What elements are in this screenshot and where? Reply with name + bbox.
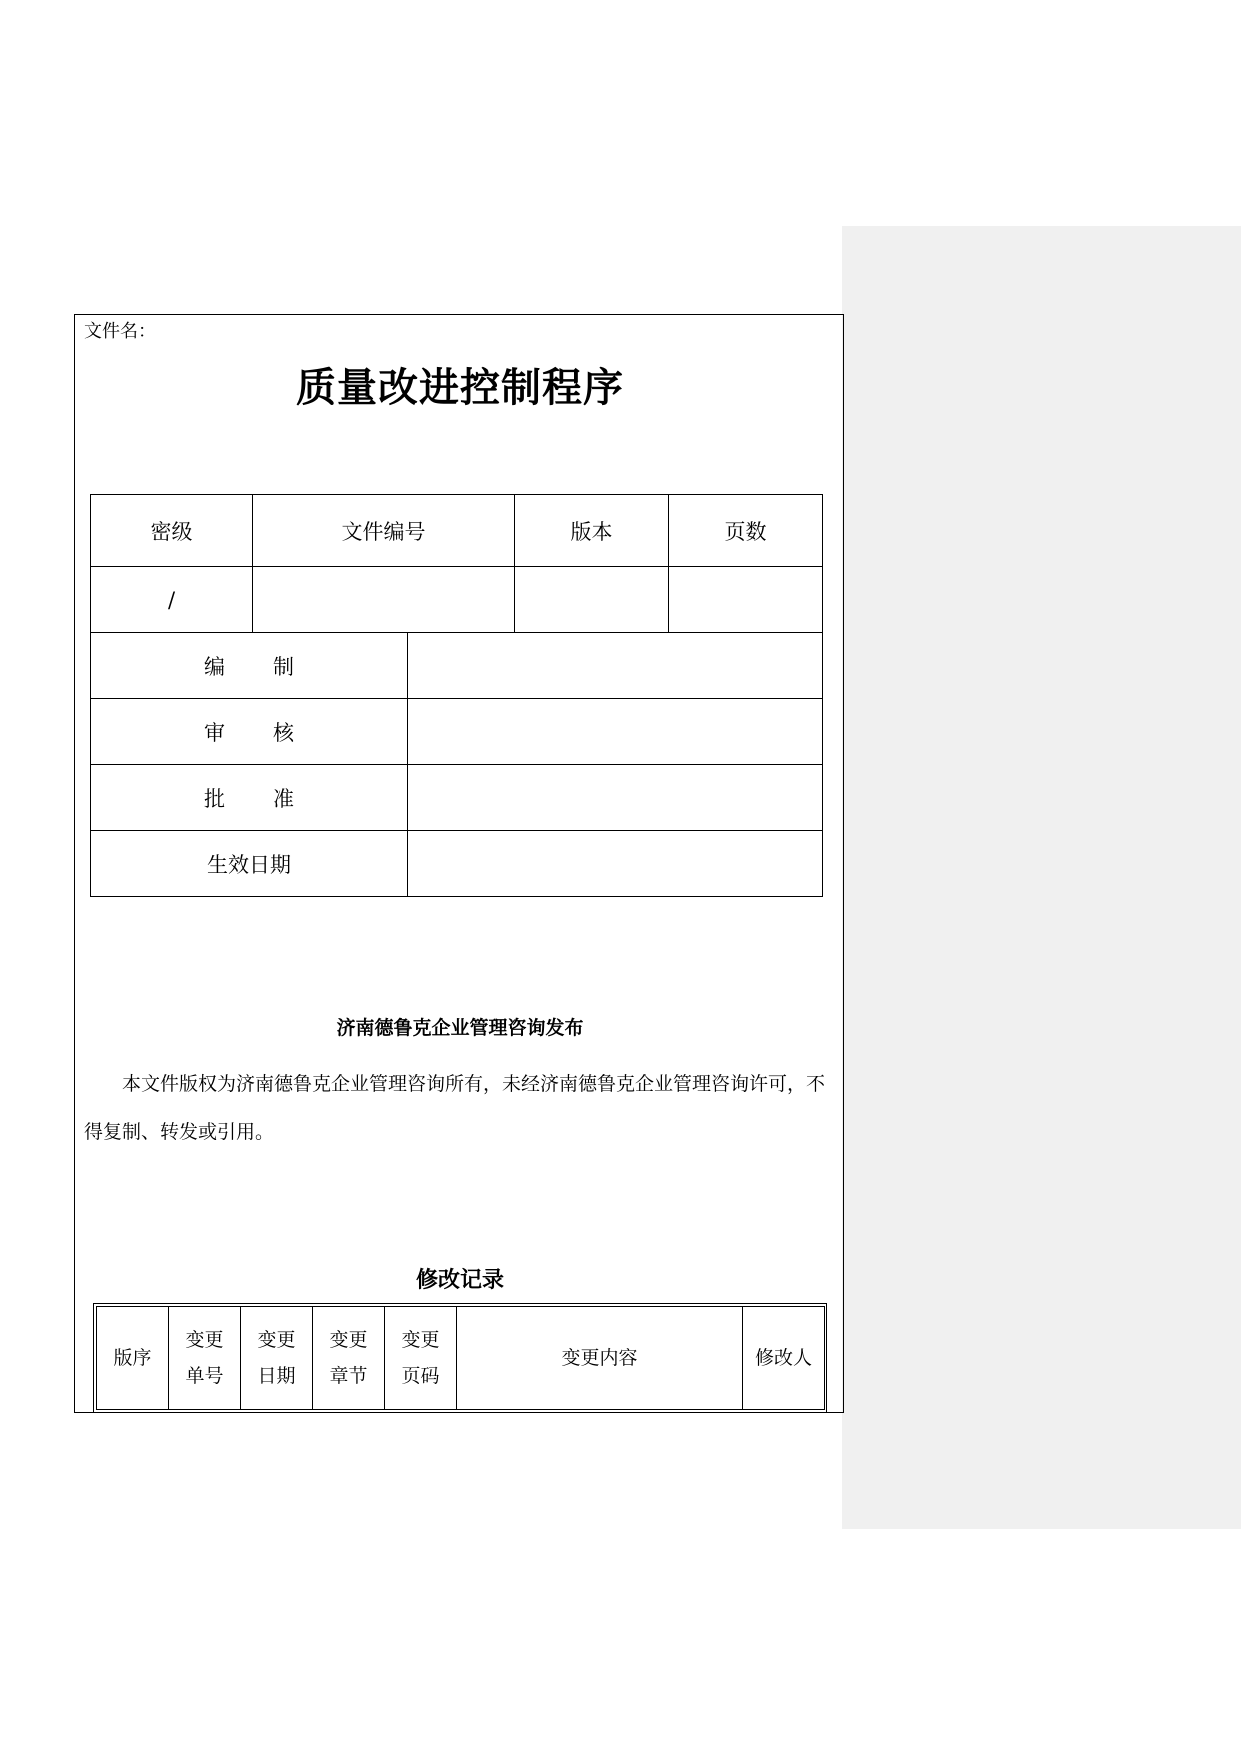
- rev-header-change-content-text: 变更内容: [561, 1347, 638, 1369]
- label-prepared-by: [91, 633, 408, 699]
- rev-header-change-number-l2: 单号: [185, 1365, 224, 1387]
- rev-header-change-page-l1: 变更: [401, 1329, 440, 1351]
- file-name-label: 文件名：: [84, 321, 156, 342]
- label-reviewed-by: [91, 699, 408, 765]
- rev-header-change-number-l1: 变更: [185, 1329, 224, 1351]
- rev-header-version-text: 版序: [113, 1347, 152, 1369]
- rev-header-version: [97, 1307, 169, 1410]
- revision-record-table: [96, 1306, 825, 1410]
- label-prepared-by-b: 制: [273, 654, 294, 679]
- rev-header-change-date: [241, 1307, 313, 1410]
- rev-header-change-section: [313, 1307, 385, 1410]
- rev-header-modified-by-text: 修改人: [754, 1347, 812, 1369]
- copyright-notice: 本文件版权为济南德鲁克企业管理咨询所有，未经济南德鲁克企业管理咨询许可，不得复制、转发或引用。: [84, 1073, 826, 1143]
- header-page-count: 页数: [669, 495, 823, 567]
- rev-header-change-page-l2: 页码: [401, 1365, 440, 1387]
- rev-header-change-content: [457, 1307, 743, 1410]
- label-approved-by: [91, 765, 408, 831]
- label-reviewed-by-b: 核: [273, 720, 294, 745]
- document-title: 质量改进控制程序: [296, 364, 624, 411]
- value-prepared-by[interactable]: [408, 633, 823, 699]
- rev-header-change-section-l1: 变更: [329, 1329, 368, 1351]
- label-reviewed-by-a: 审: [204, 720, 225, 745]
- value-effective-date[interactable]: [408, 831, 823, 897]
- value-document-number[interactable]: [253, 567, 515, 633]
- value-page-count[interactable]: [669, 567, 823, 633]
- rev-header-change-section-l2: 章节: [329, 1365, 368, 1387]
- document-info-table: [90, 494, 823, 633]
- rev-header-change-date-l2: 日期: [257, 1365, 296, 1387]
- label-prepared-by-a: 编: [204, 654, 225, 679]
- label-approved-by-b: 准: [273, 786, 294, 811]
- value-version[interactable]: [515, 567, 669, 633]
- rev-header-modified-by: [743, 1307, 825, 1410]
- value-reviewed-by[interactable]: [408, 699, 823, 765]
- rev-header-change-page: [385, 1307, 457, 1410]
- header-version: 版本: [515, 495, 669, 567]
- rev-header-change-date-l1: 变更: [257, 1329, 296, 1351]
- publisher-line: 济南德鲁克企业管理咨询发布: [336, 1017, 584, 1039]
- label-effective-date: 生效日期: [91, 831, 408, 897]
- label-approved-by-a: 批: [204, 786, 225, 811]
- header-document-number: 文件编号: [253, 495, 515, 567]
- value-approved-by[interactable]: [408, 765, 823, 831]
- revision-record-title: 修改记录: [415, 1267, 504, 1293]
- approval-table: [90, 632, 823, 897]
- header-classification: 密级: [91, 495, 253, 567]
- comment-margin-pane: [842, 226, 1241, 1529]
- rev-header-change-number: [169, 1307, 241, 1410]
- value-classification[interactable]: /: [91, 567, 253, 633]
